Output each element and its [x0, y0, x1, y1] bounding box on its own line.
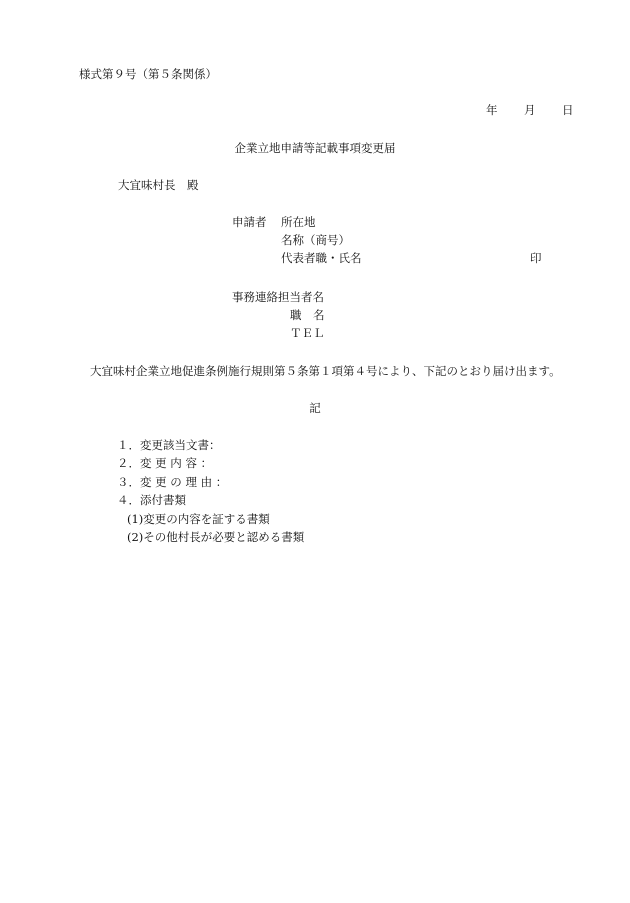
item-change-reason: ３．変 更 の 理 由 ： — [117, 475, 228, 489]
date-day: 日 — [562, 103, 574, 117]
item-attachments: ４．添付書類 — [117, 493, 186, 507]
attachment-1: (1)変更の内容を証する書類 — [127, 512, 270, 526]
contact-label: 事務連絡担当者名 — [232, 290, 324, 304]
applicant-representative-label: 代表者職・氏名 — [281, 251, 362, 265]
applicant-name-label: 名称（商号） — [281, 233, 350, 247]
applicant-label: 申請者 — [232, 215, 267, 229]
applicant-address-label: 所在地 — [281, 215, 316, 229]
ki-heading: 記 — [309, 401, 321, 415]
contact-tel-label: ＴＥＬ — [290, 326, 325, 340]
contact-position-label: 職 名 — [290, 308, 325, 322]
item-changed-document: １．変更該当文書： — [117, 438, 221, 452]
date-year: 年 — [486, 103, 498, 117]
document-title: 企業立地申請等記載事項変更届 — [234, 141, 396, 155]
body-text: 大宜味村企業立地促進条例施行規則第５条第１項第４号により、下記のとおり届け出ます。 — [90, 364, 561, 378]
attachment-2: (2)その他村長が必要と認める書類 — [127, 530, 305, 544]
item-change-content: ２．変 更 内 容 ： — [117, 456, 213, 470]
date-month: 月 — [524, 103, 536, 117]
seal-mark: 印 — [530, 251, 542, 265]
date-line — [486, 103, 574, 117]
addressee: 大宜味村長 殿 — [118, 178, 199, 192]
form-number: 様式第９号（第５条関係） — [79, 67, 217, 81]
